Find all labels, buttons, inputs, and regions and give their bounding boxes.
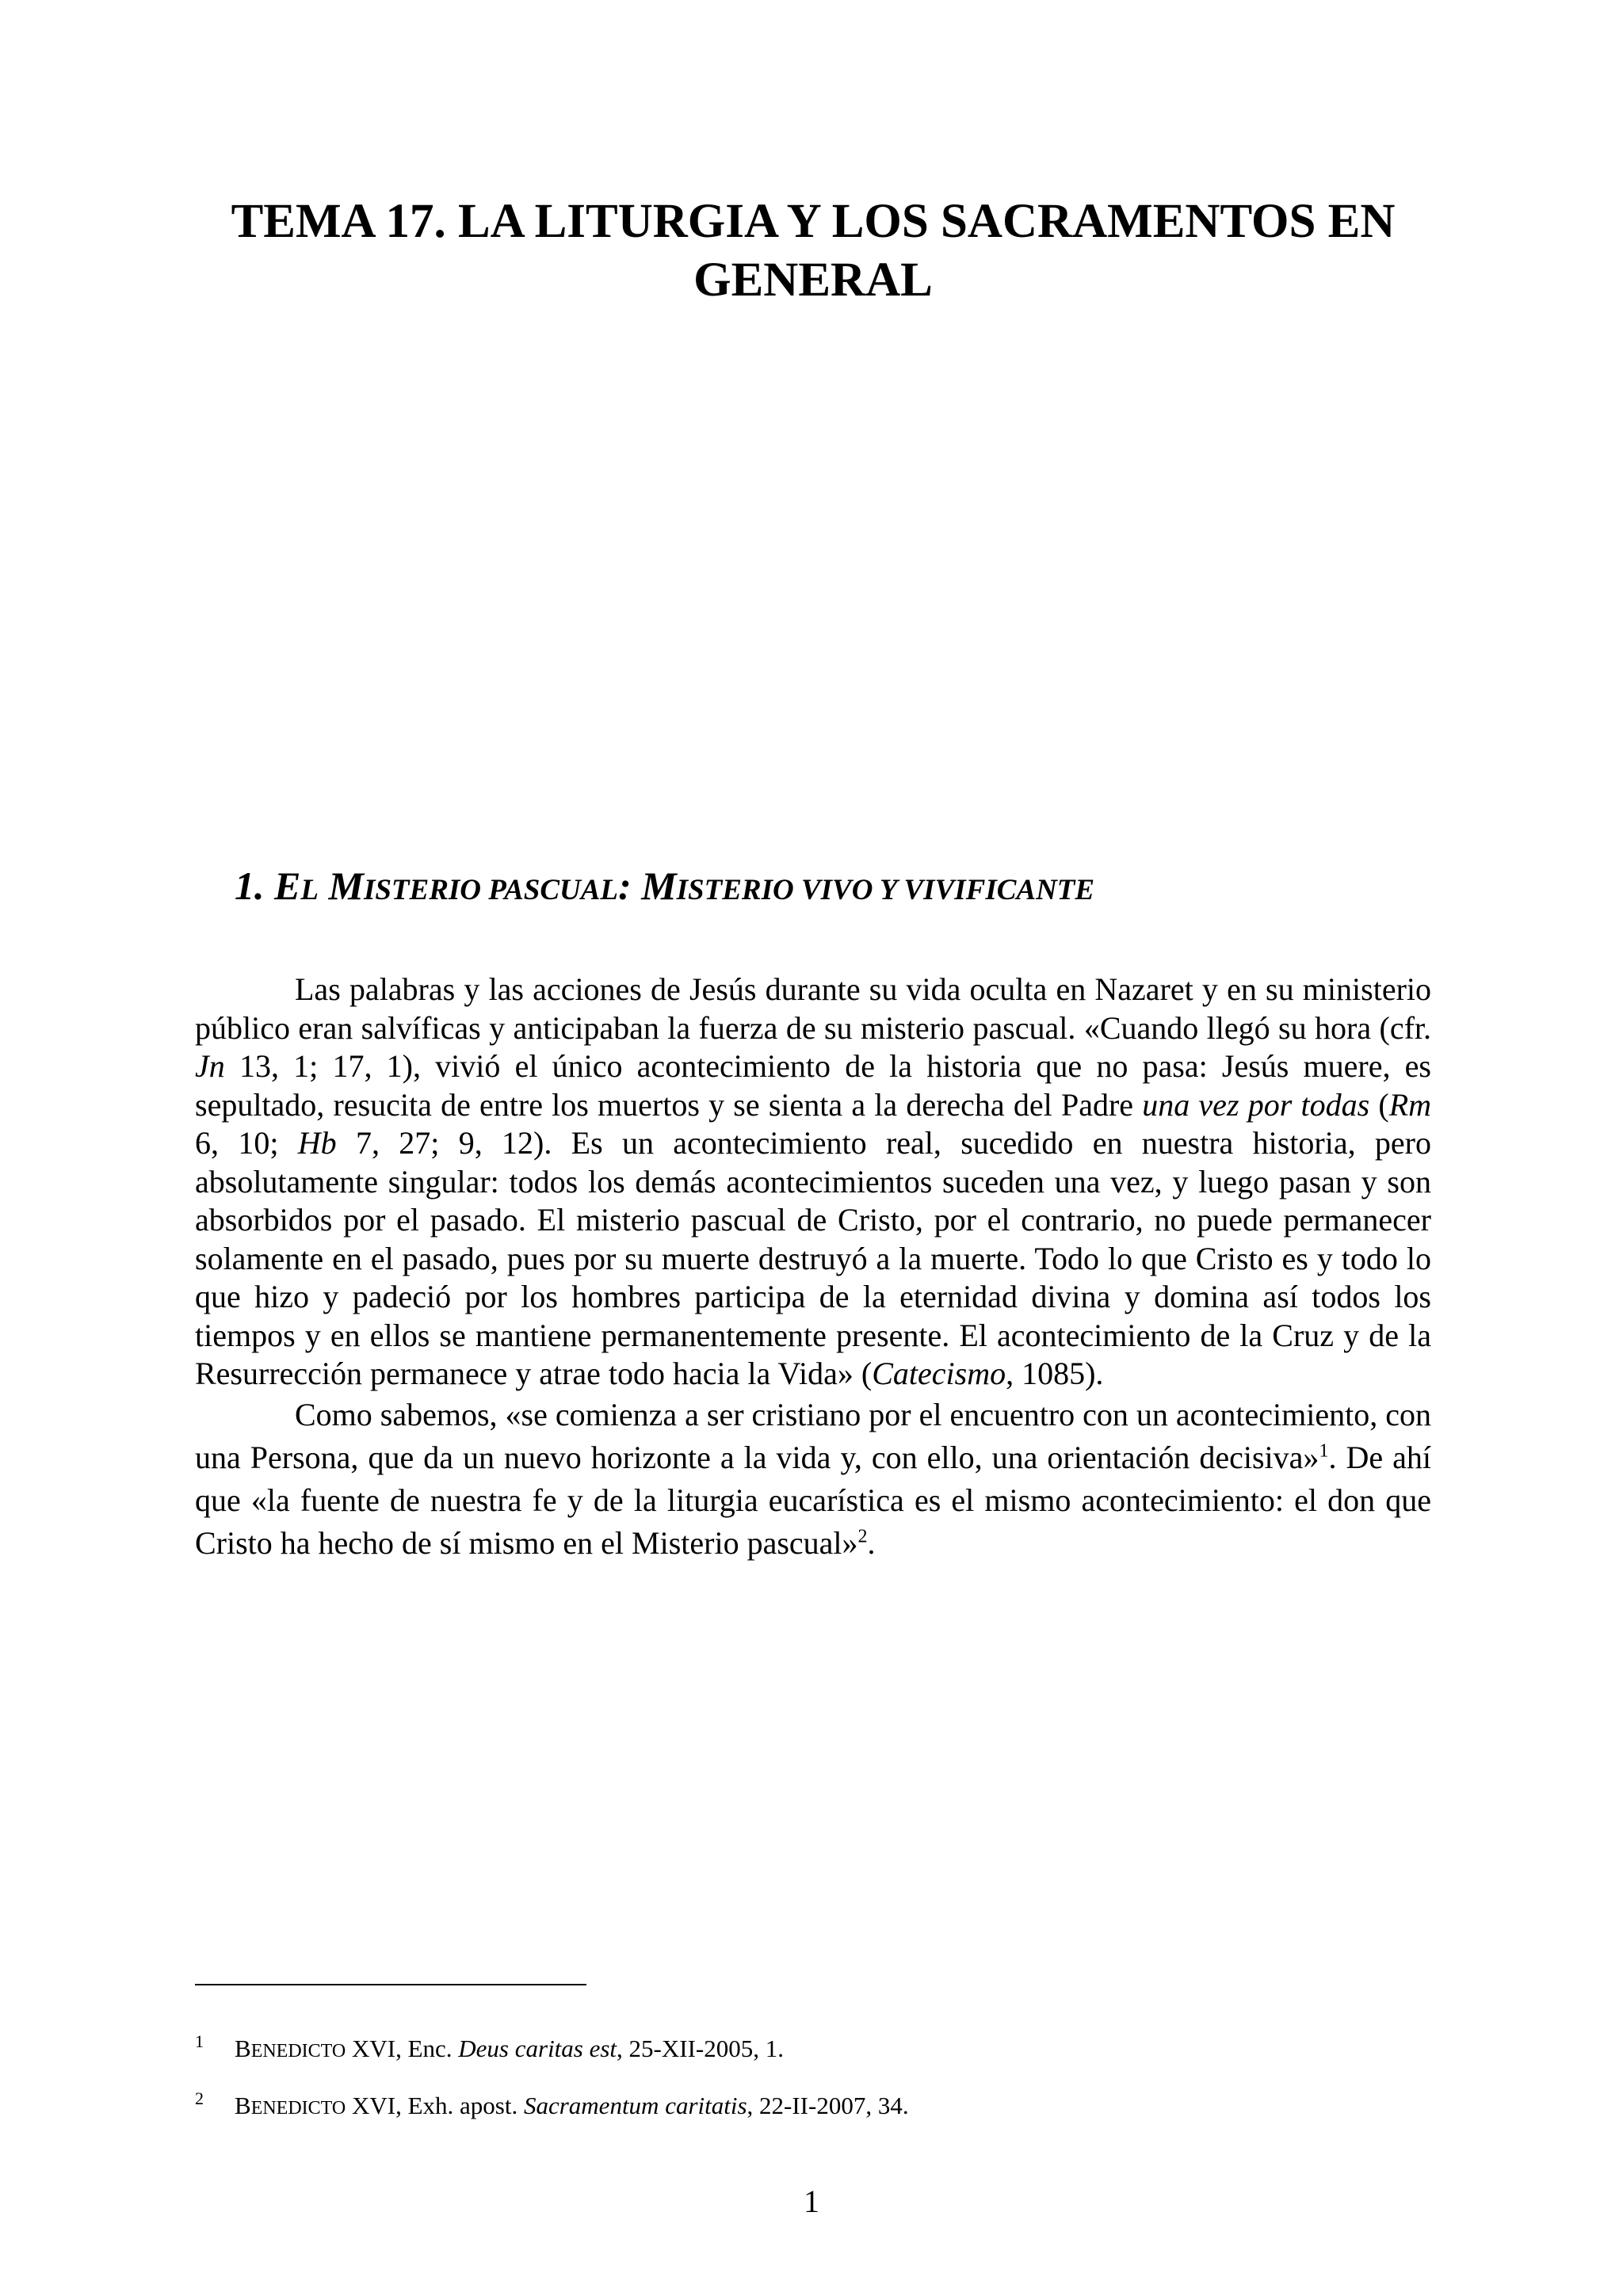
section-heading [235,858,1094,918]
section-heading-part: L [300,874,319,906]
paragraph-2: Como sabemos, «se comienza a ser cristiano por el encuentro con un acontecimiento, con una Persona, que da un nuevo horizonte a la vida y, con ello, una orientación decisiva»$^1$. De ahí que «la fuente de nuestra fe y de la liturgia eucarística es el mismo acontecimiento: el don que Cristo ha hecho de sí mismo en el Misterio pascual»$^2$. [195,1396,1431,1561]
section-heading-part: E [274,864,301,908]
footnote-work-title: Deus caritas est [458,2035,617,2062]
footnote-separator [195,1984,586,1985]
footnote-ref-1[interactable]: 1 [1319,1440,1329,1462]
section-heading-part: : M [618,864,677,908]
citation-catecismo: Catecismo [872,1356,1006,1391]
body-text [195,971,1431,1565]
footnote-work-title: Sacramentum caritatis [523,2092,747,2119]
section-number: 1. [235,864,265,908]
citation-rm: Rm [1388,1086,1432,1123]
page-title: TEMA 17. LA LITURGIA Y LOS SACRAMENTOS EN GENERAL [231,195,1396,307]
section-heading-part: M [318,864,364,908]
section-heading-part: ISTERIO VIVO Y VIVIFICANTE [676,874,1095,906]
citation-hb: Hb [297,1125,337,1161]
paragraph-1: Las palabras y las acciones de Jesús durante su vida oculta en Nazaret y en su ministerio público eran salvíficas y anticipaban la fuerza de su misterio pascual. «Cuando llegó su hora (cfr. Jn 13, 1; 17, 1), vivió el único acontecimiento de la historia que no pasa: Jesús muere, es sepultado, resucita de entre los muertos y se sienta a la derecha del Padre una vez por todas (Rm 6, 10; Hb 7, 27; 9, 12). Es un acontecimiento real, sucedido en nuestra historia, pero absolutamente singular: todos los demás acontecimientos suceden una vez, y luego pasan y son absorbidos por el pasado. El misterio pascual de Cristo, por el contrario, no puede permanecer solamente en el pasado, pues por su muerte destruyó a la muerte. Todo lo que Cristo es y todo lo que hizo y padeció por los hombres participa de la eternidad divina y domina así todos los tiempos y en ellos se mantiene permanentemente presente. El acontecimiento de la Cruz y de la Resurrección permanece y atrae todo hacia la Vida» (Catecismo, 1085). [195,971,1432,1391]
section-heading-part: ISTERIO PASCUAL [363,874,619,906]
footnote-2: 2 BENEDICTO XVI, Exh. apost. Sacramentum caritatis, 22-II-2007, 34. [195,2084,909,2123]
page-number: 1 [804,2183,819,2219]
citation-jn: Jn [195,1048,225,1084]
footnote-number: 2 [195,2088,204,2108]
emphasis-una-vez: una vez por todas [1142,1086,1370,1123]
footnote-1: 1 BENEDICTO XVI, Enc. Deus caritas est, 25-XII-2005, 1. [195,2027,784,2066]
footnote-number: 1 [195,2031,204,2051]
footnote-ref-2[interactable]: 2 [857,1526,868,1547]
